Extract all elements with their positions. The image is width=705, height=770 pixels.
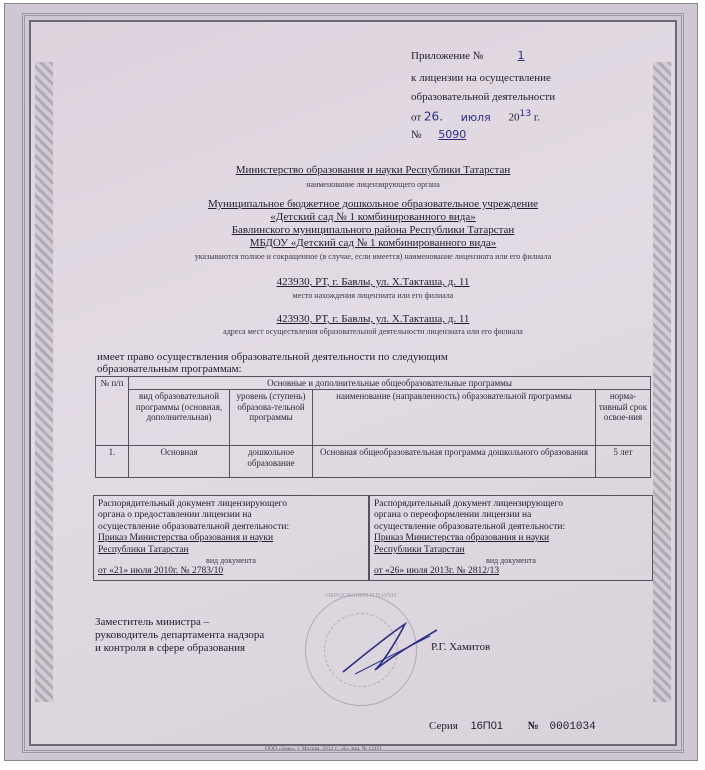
series-block: Серия 16П01 № 0001034 xyxy=(429,720,596,733)
location-caption: место нахождения лицензиата или его филиала xyxy=(292,291,454,300)
ornament-right-border xyxy=(653,62,671,702)
licensee-caption: указываются полное и сокращенное (в случае, если имеется) наименование лицензиата или его филиала xyxy=(194,252,552,261)
seal-text: ОБРАЗОВАНИЯ И НАУКИ xyxy=(325,593,397,599)
col-term-header: норма-тивный срок освое-ния xyxy=(596,390,651,446)
appendix-line1: к лицензии на осуществление xyxy=(411,72,551,84)
appendix-number: 1 xyxy=(517,49,525,62)
doc-left-line3: осуществление образовательной деятельности: xyxy=(98,521,290,532)
right-statement-line1: имеет право осуществления образовательной деятельности по следующим xyxy=(97,351,448,363)
printer-line: ООО «Знак», г. Москва, 2012 г., «Б» лиц. № 12451 xyxy=(265,746,383,752)
licensee-line4: МБДОУ «Детский сад № 1 комбинированного вида» xyxy=(249,237,497,249)
ornament-left-border xyxy=(35,62,53,702)
doc-right-box xyxy=(369,495,653,581)
row-name: Основная общеобразовательная программа дошкольного образования xyxy=(313,446,596,478)
row-type: Основная xyxy=(129,446,230,478)
appendix-license-number: № 5090 xyxy=(411,128,467,141)
activity-address-caption: адреса мест осуществления образовательной деятельности лицензиата или его филиала xyxy=(223,327,523,336)
signatory-line1: Заместитель министра – xyxy=(95,616,210,628)
signatory-name: Р.Г. Хамитов xyxy=(431,641,491,653)
doc-left-box xyxy=(93,495,369,581)
appendix-line2: образовательной деятельности xyxy=(411,91,556,103)
signatory-block xyxy=(95,616,264,656)
appendix-date: от 26. июля $20^{13}$ г. xyxy=(411,108,540,124)
doc-left-order2: Республики Татарстан xyxy=(98,544,189,555)
signature-icon xyxy=(335,614,445,684)
row-level: дошкольное образование xyxy=(230,446,313,478)
right-statement-line2: образовательным программам: xyxy=(97,363,242,375)
licensee-line1: Муниципальное бюджетное дошкольное образовательное учреждение xyxy=(208,198,538,210)
doc-left-line1: Распорядительный документ лицензирующего xyxy=(98,499,287,509)
group-header: Основные и дополнительные общеобразовательные программы xyxy=(129,377,651,390)
signatory-line2: руководитель департамента надзора xyxy=(95,629,265,642)
authority-caption: наименование лицензирующего органа xyxy=(306,180,440,189)
col-level-header: уровень (ступень) образова-тельной программы xyxy=(230,390,313,446)
col-no-header: № п/п xyxy=(96,377,129,446)
appendix-label: Приложение № 1 xyxy=(411,49,556,62)
doc-right-line3: осуществление образовательной деятельности: xyxy=(374,521,566,532)
license-appendix-document xyxy=(4,3,698,761)
doc-right-caption: вид документа xyxy=(486,555,536,565)
licensee-line3: Бавлинского муниципального района Республики Татарстан xyxy=(231,224,515,236)
doc-left-caption: вид документа xyxy=(206,555,256,565)
signatory-line3: и контроля в сфере образования xyxy=(95,642,246,655)
licensee-line2: «Детский сад № 1 комбинированного вида» xyxy=(270,211,476,223)
activity-address: 423930, РТ, г. Бавлы, ул. Х.Такташа, д. 11 xyxy=(276,313,470,325)
doc-right-date: от «26» июля 2013г. № 2812/13 xyxy=(374,565,500,576)
authority-name: Министерство образования и науки Республики Татарстан xyxy=(235,164,511,176)
col-type-header: вид образовательной программы (основная, дополнительная) xyxy=(129,390,230,446)
doc-left-date: от «21» июля 2010г. № 2783/10 xyxy=(98,565,224,576)
col-name-header: наименование (направленность) образовательной программы xyxy=(313,390,596,446)
doc-left-order1: Приказ Министерства образования и науки xyxy=(98,533,274,544)
doc-right-order2: Республики Татарстан xyxy=(374,544,465,555)
table-row xyxy=(96,446,651,478)
doc-right-line1: Распорядительный документ лицензирующего xyxy=(374,499,563,509)
doc-right-line2: органа о переоформлении лицензии на xyxy=(374,510,532,521)
location-address: 423930, РТ, г. Бавлы, ул. Х.Такташа, д. 11 xyxy=(276,276,470,288)
programs-table xyxy=(95,376,651,478)
doc-right-order1: Приказ Министерства образования и науки xyxy=(374,533,550,544)
doc-left-line2: органа о предоставлении лицензии на xyxy=(98,510,252,521)
row-term: 5 лет xyxy=(596,446,651,478)
row-no: 1. xyxy=(96,446,129,478)
